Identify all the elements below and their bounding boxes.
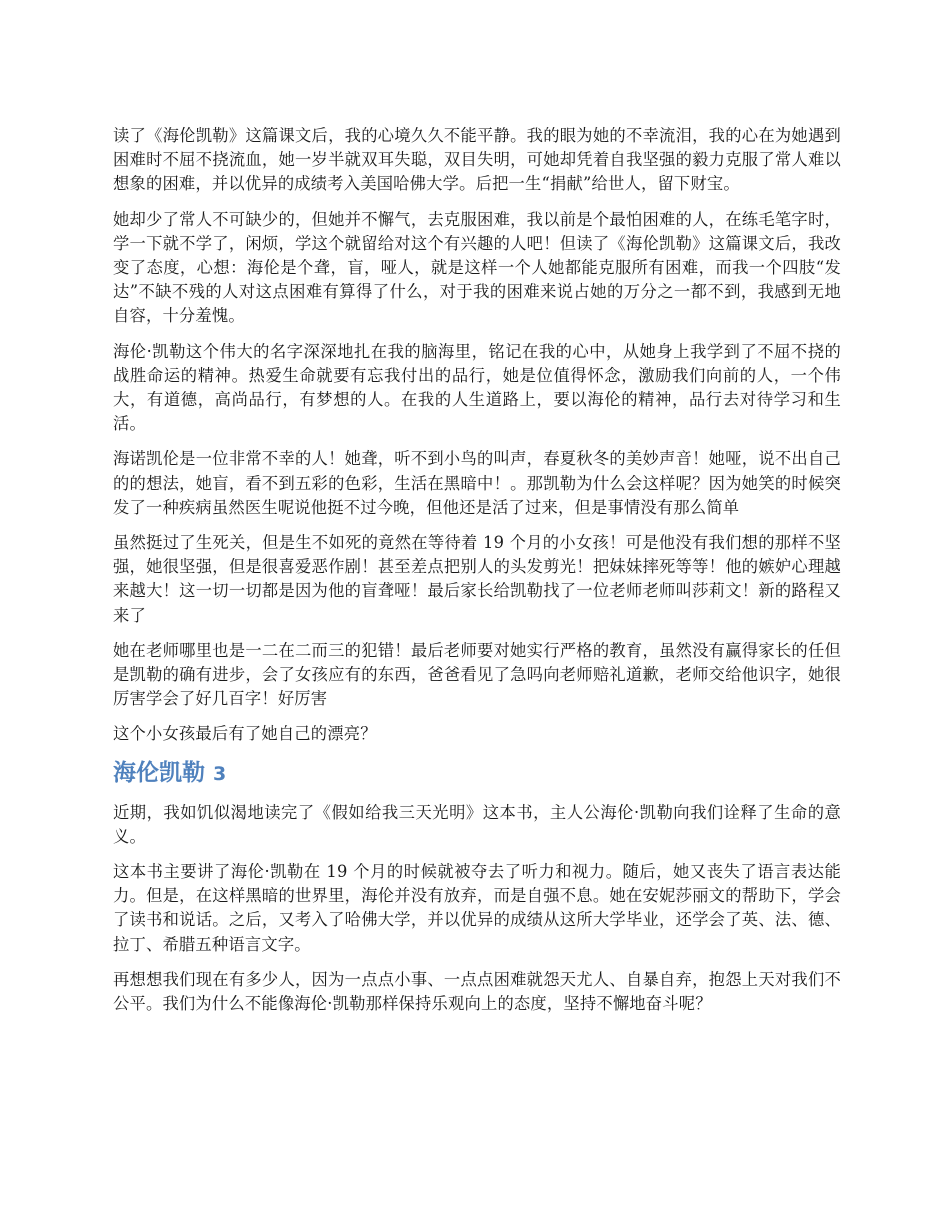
paragraph-7: 这个小女孩最后有了她自己的漂亮？ <box>113 724 377 744</box>
paragraph-1: 读了《海伦凯勒》这篇课文后，我的心境久久不能平静。我的眼为她的不幸流泪，我的心在为她遇到困难时不屈不挠流血，她一岁半就双耳失聪，双目失明，可她却凭着自我坚强的毅力克服了常人难以想象的困难，并以优异的成绩考入美国哈佛大学。后把一生“捐献”给世人，留下财宝。 <box>113 126 841 194</box>
section-heading-number: 3 <box>213 762 227 785</box>
document-page <box>113 124 841 1027</box>
paragraph-4: 海诺凯伦是一位非常不幸的人！她聋，听不到小鸟的叫声，春夏秋冬的美妙声音！她哑，说不出自己的的想法，她盲，看不到五彩的色彩，生活在黑暗中！。那凯勒为什么会这样呢？因为她笑的时候突发了一种疾病虽然医生呢说他挺不过今晚，但他还是活了过来，但是事情没有那么简单 <box>113 449 841 517</box>
paragraph-9: 这本书主要讲了海伦·凯勒在 19 个月的时候就被夺去了听力和视力。随后，她又丧失了语言表达能力。但是，在这样黑暗的世界里，海伦并没有放弃，而是自强不息。她在安妮莎丽文的帮助下，学会了读书和说话。之后，又考入了哈佛大学，并以优异的成绩从这所大学毕业，还学会了英、法、德、拉丁、希腊五种语言文字。 <box>113 862 841 954</box>
paragraph-3: 海伦·凯勒这个伟大的名字深深地扎在我的脑海里，铭记在我的心中，从她身上我学到了不屈不挠的战胜命运的精神。热爱生命就要有忘我付出的品行，她是位值得怀念，激励我们向前的人，一个伟大，有道德，高尚品行，有梦想的人。在我的人生道路上，要以海伦的精神，品行去对待学习和生活。 <box>113 341 841 434</box>
section-heading <box>113 758 841 789</box>
paragraph-10: 再想想我们现在有多少人，因为一点点小事、一点点困难就怨天尤人、自暴自弃，抱怨上天对我们不公平。我们为什么不能像海伦·凯勒那样保持乐观向上的态度，坚持不懈地奋斗呢？ <box>113 969 841 1014</box>
section-heading-title: 海伦凯勒 <box>113 759 205 786</box>
paragraph-6: 她在老师哪里也是一二在二而三的犯错！最后老师要对她实行严格的教育，虽然没有赢得家长的任但是凯勒的确有进步，会了女孩应有的东西，爸爸看见了急吗向老师赔礼道歉，老师交给他识字，她很厉害学会了好几百字！好厉害 <box>113 640 841 709</box>
paragraph-8: 近期，我如饥似渴地读完了《假如给我三天光明》这本书，主人公海伦·凯勒向我们诠释了生命的意义。 <box>113 802 841 846</box>
paragraph-2: 她却少了常人不可缺少的，但她并不懈气，去克服困难，我以前是个最怕困难的人，在练毛笔字时，学一下就不学了，闲烦，学这个就留给对这个有兴趣的人吧！但读了《海伦凯勒》这篇课文后，我改变了态度，心想：海伦是个聋，盲，哑人，就是这样一个人她都能克服所有困难，而我一个四肢“发达”不缺不残的人对这点困难有算得了什么，对于我的困难来说占她的万分之一都不到，我感到无地自容，十分羞愧。 <box>113 209 841 326</box>
paragraph-5: 虽然挺过了生死关，但是生不如死的竟然在等待着 19 个月的小女孩！可是他没有我们想的那样不坚强，她很坚强，但是很喜爱恶作剧！甚至差点把别人的头发剪光！把妹妹摔死等等！他的嫉妒心理越来越大！这一切一切都是因为他的盲聋哑！最后家长给凯勒找了一位老师老师叫莎莉文！新的路程又来了 <box>113 533 841 625</box>
